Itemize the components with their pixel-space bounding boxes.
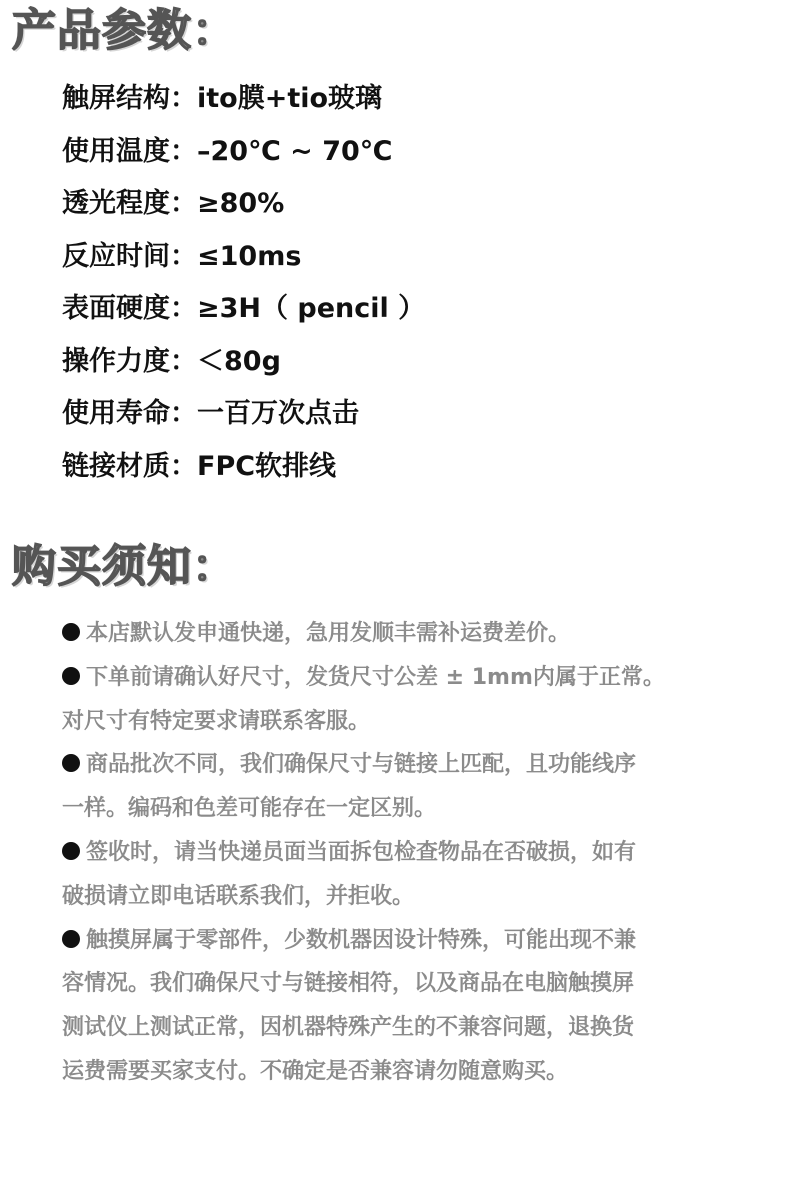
- notice-text: 签收时，请当快递员面当面拆包检查物品在否破损，如有: [86, 839, 637, 865]
- spec-label: 透光程度：: [62, 188, 197, 219]
- purchase-notice-list: [62, 612, 752, 1094]
- spec-label: 使用温度：: [62, 135, 197, 167]
- spec-row-touch-structure: [62, 76, 425, 129]
- spec-row-response-time: [62, 234, 425, 287]
- notice-text: 下单前请确认好尺寸，发货尺寸公差 ± 1mm内属于正常。: [86, 664, 665, 690]
- spec-row-surface-hardness: [62, 286, 425, 339]
- spec-value: ＜80g: [197, 345, 281, 377]
- notice-line: [62, 919, 752, 963]
- bullet-icon: [62, 842, 80, 860]
- notice-line: 测试仪上测试正常，因机器特殊产生的不兼容问题，退换货: [62, 1015, 635, 1041]
- notice-line: 运费需要买家支付。不确定是否兼容请勿随意购买。: [62, 1058, 569, 1084]
- spec-row-light-transmittance: [62, 181, 425, 234]
- notice-line: 破损请立即电话联系我们，并拒收。: [62, 883, 415, 909]
- product-params-heading: 产品参数：: [12, 5, 237, 56]
- spec-value: ≥3H（ pencil ）: [197, 293, 426, 324]
- spec-value: ≥80%: [197, 188, 285, 219]
- notice-text: 商品批次不同，我们确保尺寸与链接上匹配，且功能线序: [86, 752, 637, 778]
- spec-value: FPC软排线: [197, 450, 337, 482]
- notice-item-batch-difference: [62, 743, 752, 831]
- notice-item-size-check: [62, 656, 752, 744]
- spec-value: –20℃ ~ 70℃: [197, 135, 393, 167]
- notice-line: [62, 743, 752, 787]
- spec-label: 触屏结构：: [62, 83, 197, 114]
- bullet-icon: [62, 623, 80, 641]
- notice-item-compatibility: [62, 919, 752, 1094]
- spec-value: 一百万次点击: [197, 398, 359, 429]
- notice-text: 触摸屏属于零部件，少数机器因设计特殊，可能出现不兼: [86, 927, 637, 953]
- notice-line: 对尺寸有特定要求请联系客服。: [62, 708, 371, 734]
- notice-item-delivery-inspection: [62, 831, 752, 919]
- spec-label: 表面硬度：: [62, 293, 197, 324]
- spec-row-operating-temperature: [62, 129, 425, 182]
- notice-item-shipping: [62, 612, 752, 656]
- spec-row-connector-material: [62, 444, 425, 497]
- bullet-icon: [62, 754, 80, 772]
- spec-row-service-life: [62, 391, 425, 444]
- notice-line: [62, 831, 752, 875]
- spec-label: 使用寿命：: [62, 398, 197, 429]
- spec-label: 链接材质：: [62, 450, 197, 482]
- spec-row-operating-force: [62, 339, 425, 392]
- spec-label: 操作力度：: [62, 345, 197, 377]
- notice-line: 容情况。我们确保尺寸与链接相符，以及商品在电脑触摸屏: [62, 971, 635, 997]
- bullet-icon: [62, 667, 80, 685]
- purchase-notice-heading: 购买须知：: [12, 541, 237, 592]
- bullet-icon: [62, 930, 80, 948]
- notice-text: 本店默认发申通快递，急用发顺丰需补运费差价。: [86, 621, 571, 646]
- notice-line: 一样。编码和色差可能存在一定区别。: [62, 796, 437, 822]
- spec-value: ito膜+tio玻璃: [197, 83, 383, 114]
- notice-line: [62, 656, 752, 700]
- spec-list: [62, 76, 425, 496]
- spec-value: ≤10ms: [197, 240, 302, 272]
- spec-label: 反应时间：: [62, 240, 197, 272]
- notice-line: [62, 612, 752, 656]
